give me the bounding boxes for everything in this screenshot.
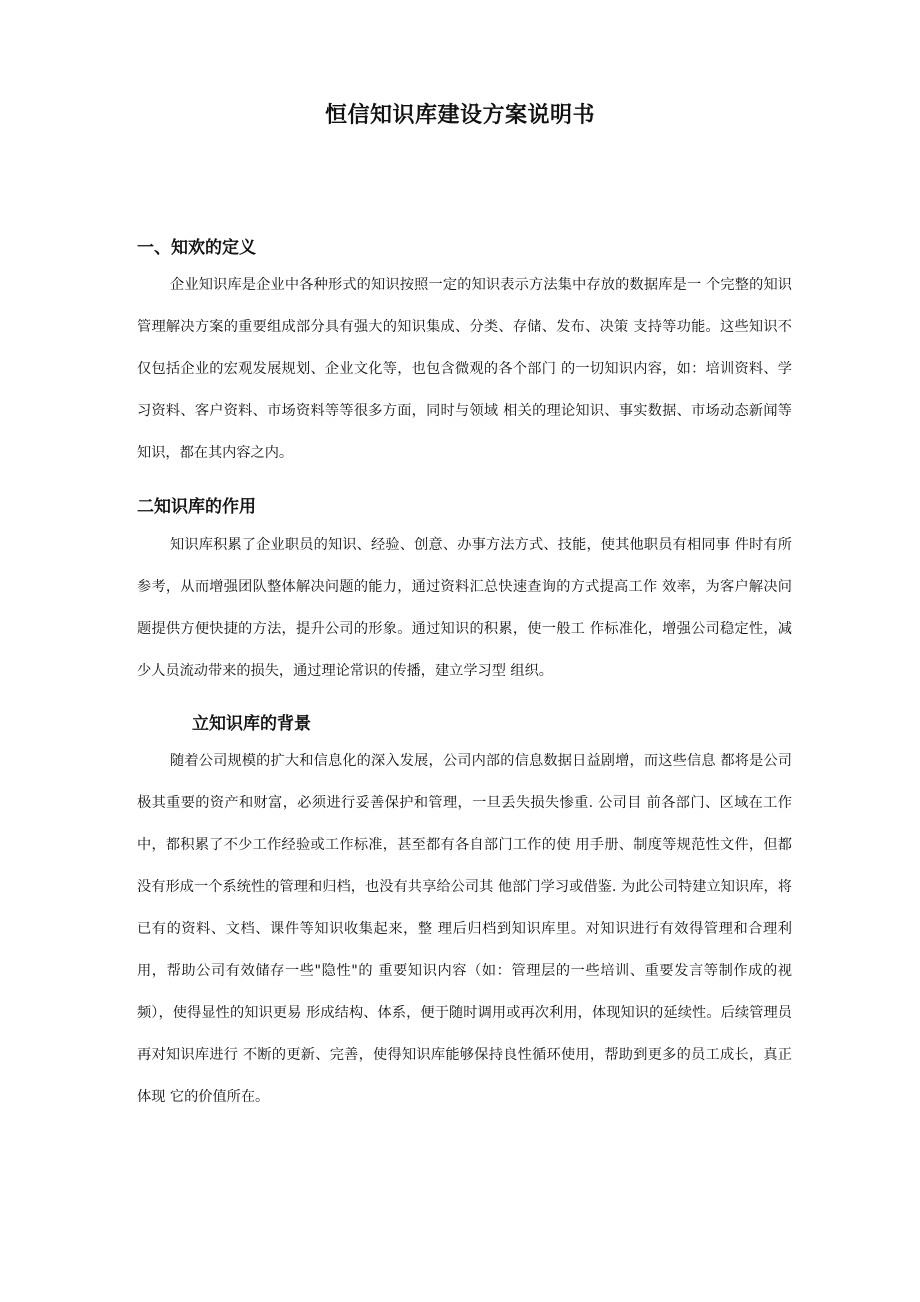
section-paragraph-background: 随着公司规模的扩大和信息化的深入发展，公司内部的信息数据日益剧增，而这些信息 都将是公司极其重要的资产和财富，必须进行妥善保护和管理，一旦丢失损失惨重. 公司目 前各部门、区域在工作中，都积累了不少工作经验或工作标准，甚至都有各自部门工作的使 用手册、制度等规范性文件，但都没有形成一个系统性的管理和归档，也没有共享给公司其 他部门学习或借鉴. 为此公司特建立知识库，将已有的资料、文档、课件等知识收集起来，整 理后归档到知识库里。对知识进行有效得管理和合理利用，帮助公司有效储存一些"隐性"的 重要知识内容（如：管理层的一些培训、重要发言等制作成的视频），使得显性的知识更易 形成结构、体系，便于随时调用或再次利用，体现知识的延续性。后续管理员再对知识库进行 不断的更新、完善，使得知识库能够保持良性循环使用，帮助到更多的员工成长，真正体现 它的价值所在。 xyxy=(137,753,792,1105)
section-heading-definition: 一、知欢的定义 xyxy=(137,238,256,258)
section-heading-function: 二知识库的作用 xyxy=(137,497,256,517)
section-heading-background: 立知识库的背景 xyxy=(192,714,311,734)
section-paragraph-definition: 企业知识库是企业中各种形式的知识按照一定的知识表示方法集中存放的数据库是一 个完整的知识管理解决方案的重要组成部分具有强大的知识集成、分类、存储、发布、决策 支持等功能。这些知识不仅包括企业的宏观发展规划、企业文化等，也包含微观的各个部门 的一切知识内容，如：培训资料、学习资料、客户资料、市场资料等等很多方面，同时与领域 相关的理论知识、事实数据、市场动态新闻等知识，都在其内容之内。 xyxy=(137,277,792,461)
section-paragraph-function: 知识库积累了企业职员的知识、经验、创意、办事方法方式、技能，使其他职员有相同事 件时有所参考，从而增强团队整体解决问题的能力，通过资料汇总快速查询的方式提高工作 效率，为客户解决问题提供方便快捷的方法，提升公司的形象。通过知识的积累，使一般工 作标准化，增强公司稳定性，减少人员流动带来的损失，通过理论常识的传播，建立学习型 组织。 xyxy=(137,537,792,679)
document-title: 恒信知识库建设方案说明书 xyxy=(324,103,595,128)
